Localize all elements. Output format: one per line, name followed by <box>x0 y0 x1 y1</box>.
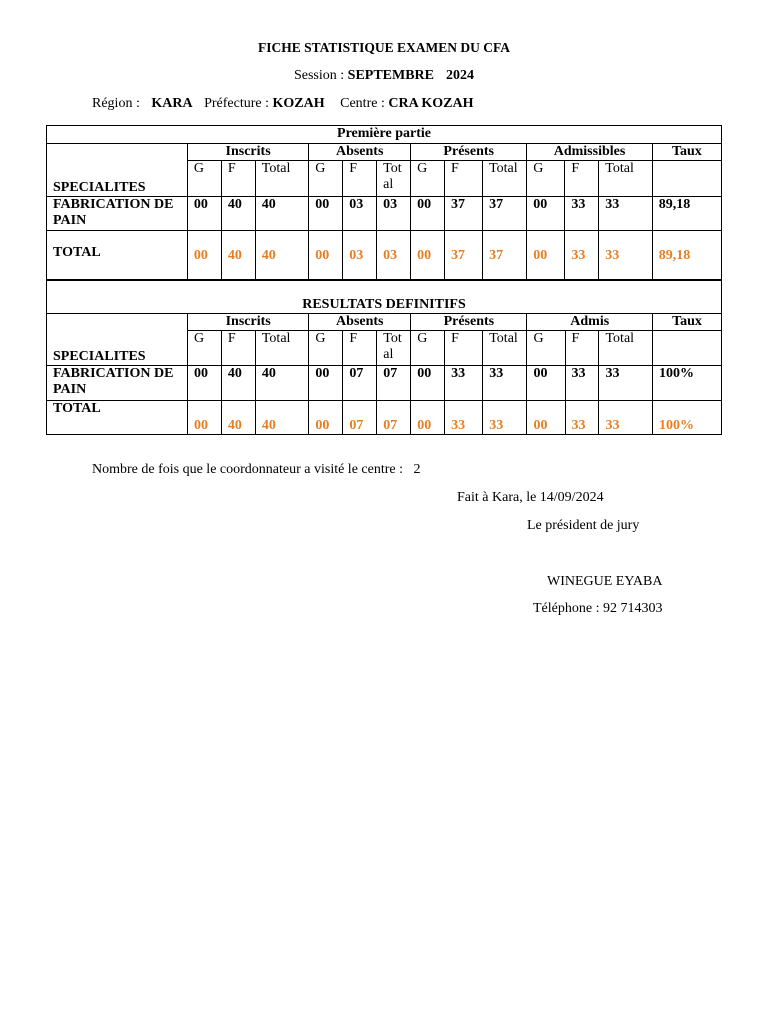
cell: 40 <box>255 197 308 231</box>
row-label: FABRICATION DE PAIN <box>47 197 188 231</box>
group-header: Taux <box>652 314 721 331</box>
total-cell: 37 <box>445 231 483 281</box>
location-line <box>92 96 474 112</box>
group-header-row <box>47 314 722 331</box>
total-cell: 33 <box>599 401 653 435</box>
cell: 37 <box>483 197 527 231</box>
cell: 33 <box>483 366 527 401</box>
row-label: FABRICATION DE PAIN <box>47 366 188 401</box>
group-header: Taux <box>652 144 721 161</box>
sub-header: Total <box>483 331 527 366</box>
table-heading-row <box>47 126 722 144</box>
total-cell: 00 <box>411 401 445 435</box>
sub-header-empty <box>652 161 721 197</box>
total-cell: 40 <box>255 401 309 435</box>
sub-header: G <box>411 331 445 366</box>
sub-header: F <box>221 161 255 197</box>
cell: 33 <box>565 197 599 231</box>
total-cell: 00 <box>309 401 343 435</box>
total-label: TOTAL <box>47 231 188 281</box>
sub-header: F <box>343 161 377 197</box>
cell: 89,18 <box>652 197 721 231</box>
sub-header: F <box>565 331 599 366</box>
sub-header: G <box>309 161 343 197</box>
cell: 03 <box>343 197 377 231</box>
total-cell: 40 <box>221 401 255 435</box>
total-row <box>47 401 722 435</box>
prefecture-value: KOZAH <box>272 96 325 111</box>
cell: 40 <box>255 366 309 401</box>
table-heading: Première partie <box>47 126 722 144</box>
premiere-partie-table <box>46 125 722 281</box>
visits-value: 2 <box>413 462 421 477</box>
sub-header: F <box>221 331 255 366</box>
visits-label: Nombre de fois que le coordonnateur a visité le centre : <box>92 462 403 477</box>
cell: 33 <box>445 366 483 401</box>
total-cell: 00 <box>187 231 221 281</box>
signatory-phone: Téléphone : 92 714303 <box>533 601 663 616</box>
region-label: Région : <box>92 96 144 111</box>
sub-header: Total <box>483 161 527 197</box>
group-header: Présents <box>411 314 527 331</box>
sub-header: F <box>445 161 483 197</box>
cell: 33 <box>599 366 653 401</box>
total-cell: 00 <box>527 401 565 435</box>
group-header: Présents <box>411 144 527 161</box>
coordinator-visits <box>92 462 421 478</box>
total-cell: 33 <box>445 401 483 435</box>
total-cell: 100% <box>652 401 721 435</box>
group-header: Absents <box>309 314 411 331</box>
sub-header: G <box>187 161 221 197</box>
total-cell: 03 <box>377 231 411 281</box>
session-line <box>0 68 768 84</box>
total-row <box>47 231 722 281</box>
group-header: Absents <box>309 144 411 161</box>
total-cell: 33 <box>565 401 599 435</box>
cell: 00 <box>309 366 343 401</box>
total-cell: 33 <box>483 401 527 435</box>
total-cell: 40 <box>221 231 255 281</box>
total-label: TOTAL <box>47 401 188 435</box>
sub-header-empty <box>652 331 721 366</box>
table-row <box>47 197 722 231</box>
prefecture-label: Préfecture : <box>204 96 273 111</box>
resultats-definitifs-table <box>46 279 722 435</box>
total-cell: 03 <box>343 231 377 281</box>
cell: 40 <box>221 366 255 401</box>
total-cell: 00 <box>187 401 221 435</box>
sub-header: G <box>527 331 565 366</box>
cell: 100% <box>652 366 721 401</box>
sub-header: G <box>187 331 221 366</box>
sub-header: G <box>309 331 343 366</box>
total-cell: 00 <box>527 231 565 281</box>
total-cell: 00 <box>309 231 343 281</box>
total-cell: 33 <box>599 231 652 281</box>
document-title: FICHE STATISTIQUE EXAMEN DU CFA <box>257 40 511 55</box>
cell: 00 <box>411 366 445 401</box>
cell: 07 <box>343 366 377 401</box>
cell: 33 <box>599 197 652 231</box>
table-heading-row <box>47 280 722 314</box>
specialites-header: SPECIALITES <box>47 314 188 366</box>
table-heading: RESULTATS DEFINITIFS <box>47 280 722 314</box>
cell: 37 <box>445 197 483 231</box>
total-cell: 07 <box>377 401 411 435</box>
cell: 00 <box>187 197 221 231</box>
place-date: Fait à Kara, le 14/09/2024 <box>457 490 604 505</box>
cell: 03 <box>377 197 411 231</box>
cell: 00 <box>187 366 221 401</box>
sub-header: F <box>565 161 599 197</box>
sub-header: G <box>527 161 565 197</box>
cell: 33 <box>565 366 599 401</box>
total-cell: 07 <box>343 401 377 435</box>
signatory-role: Le président de jury <box>527 518 640 533</box>
total-cell: 33 <box>565 231 599 281</box>
sub-header: F <box>343 331 377 366</box>
region-value: KARA <box>151 96 193 111</box>
centre-value: CRA KOZAH <box>388 96 474 111</box>
total-cell: 89,18 <box>652 231 721 281</box>
group-header-row <box>47 144 722 161</box>
centre-label: Centre : <box>340 96 389 111</box>
group-header: Admissibles <box>527 144 652 161</box>
total-cell: 37 <box>483 231 527 281</box>
sub-header: Total <box>377 161 411 197</box>
total-cell: 40 <box>255 231 308 281</box>
session-label: Session : <box>293 68 348 83</box>
cell: 00 <box>411 197 445 231</box>
table-row <box>47 366 722 401</box>
sub-header: Total <box>255 161 308 197</box>
sub-header: Total <box>377 331 411 366</box>
session-year: 2024 <box>446 68 475 83</box>
sub-header: Total <box>599 161 652 197</box>
group-header: Inscrits <box>187 314 308 331</box>
sub-header: Total <box>599 331 653 366</box>
total-cell: 00 <box>411 231 445 281</box>
group-header: Inscrits <box>187 144 308 161</box>
cell: 00 <box>527 197 565 231</box>
sub-header: G <box>411 161 445 197</box>
cell: 00 <box>309 197 343 231</box>
session-month: SEPTEMBRE <box>347 68 435 83</box>
cell: 00 <box>527 366 565 401</box>
cell: 40 <box>221 197 255 231</box>
specialites-header: SPECIALITES <box>47 144 188 197</box>
cell: 07 <box>377 366 411 401</box>
sub-header: F <box>445 331 483 366</box>
sub-header: Total <box>255 331 309 366</box>
signatory-name: WINEGUE EYABA <box>547 574 663 589</box>
group-header: Admis <box>527 314 653 331</box>
